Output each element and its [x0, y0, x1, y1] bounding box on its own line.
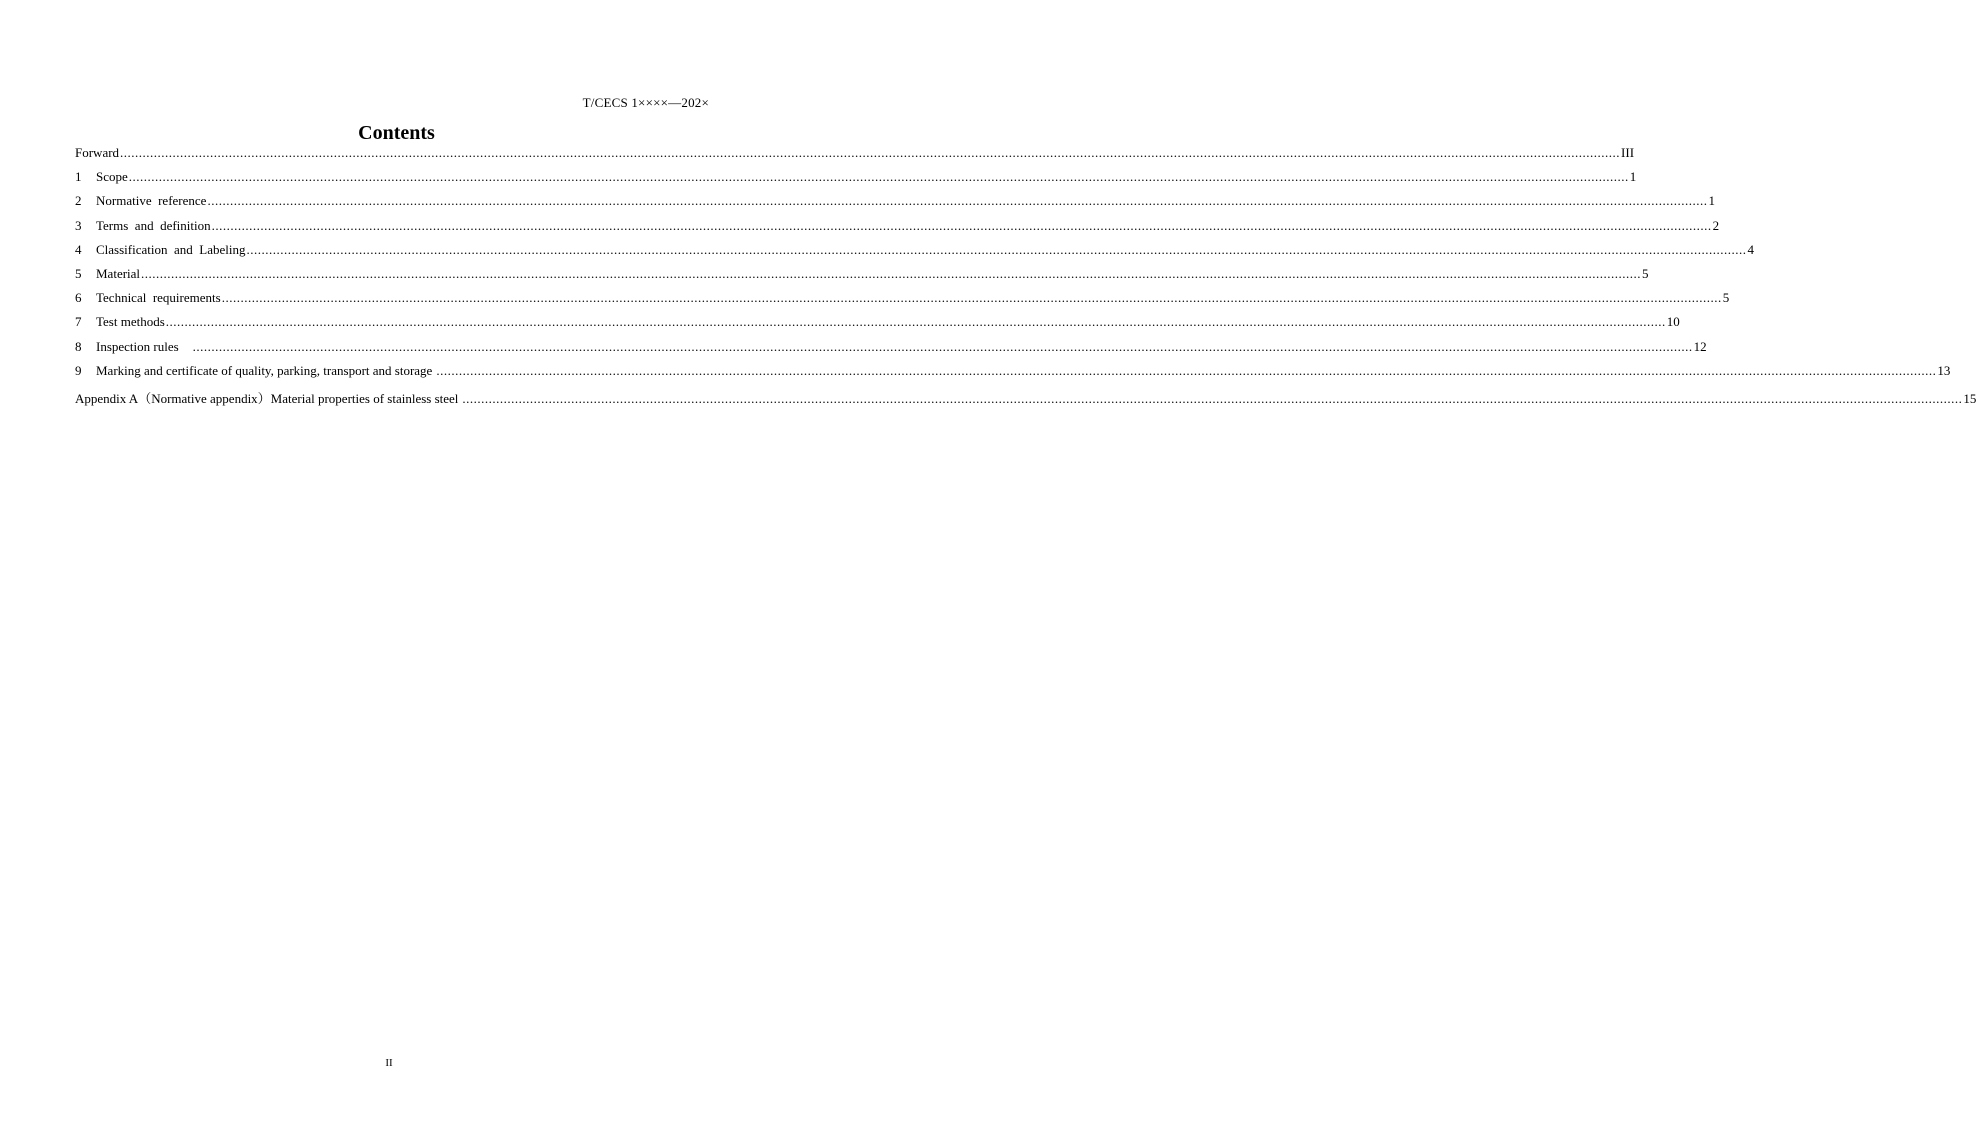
toc-entry-number: 1: [75, 169, 82, 185]
toc-entry-appendix-a[interactable]: [75, 388, 1976, 412]
toc-entry-page: III: [1621, 145, 1635, 160]
toc-entry-page: 15: [1963, 390, 1976, 406]
toc-entry-label: Technical requirements: [96, 290, 221, 306]
toc-entry-page: 1: [1708, 193, 1715, 209]
toc-entry-number: 2: [75, 193, 82, 209]
toc-entry-inspection-rules[interactable]: [75, 338, 1707, 363]
toc-dot-leader: ................................................................................................................................................................................................................................................................................................................................................................................................................: [207, 193, 1708, 209]
page-title: Contents: [358, 122, 435, 144]
toc-entry-terms-definition[interactable]: [75, 217, 1720, 242]
page-number: II: [385, 1057, 393, 1069]
toc-dot-leader: ................................................................................................................................................................................................................................................................................................................................................................................................................: [246, 241, 1747, 257]
toc-dot-leader: ................................................................................................................................................................................................................................................................................................................................................................................................................: [211, 217, 1712, 233]
toc-dot-leader: ................................................................................................................................................................................................................................................................................................................................................................................................................: [165, 314, 1666, 330]
toc-entry-number: 9: [75, 362, 82, 378]
toc-entry-material[interactable]: [75, 265, 1649, 290]
toc-entry-page: 12: [1693, 338, 1707, 354]
toc-entry-label: Material: [96, 265, 141, 281]
toc-entry-test-methods[interactable]: [75, 314, 1680, 338]
toc-entry-page: 5: [1642, 265, 1649, 281]
toc-entry-normative-reference[interactable]: [75, 193, 1715, 217]
toc-entry-number: 4: [75, 241, 82, 257]
table-of-contents: [75, 145, 1976, 412]
toc-entry-label: Forward: [75, 145, 120, 160]
toc-entry-label: Appendix A（Normative appendix）Material properties of stainless steel: [75, 390, 459, 406]
toc-entry-page: 5: [1722, 290, 1730, 306]
document-code: T/CECS 1××××—202×: [582, 95, 709, 110]
toc-entry-page: 13: [1937, 362, 1951, 378]
toc-entry-number: 6: [75, 290, 82, 306]
toc-entry-label: Inspection rules: [96, 338, 179, 354]
toc-dot-leader: ................................................................................................................................................................................................................................................................................................................................................................................................................: [120, 145, 1621, 160]
toc-dot-leader: ................................................................................................................................................................................................................................................................................................................................................................................................................: [128, 169, 1629, 185]
toc-entry-page: 2: [1712, 217, 1720, 233]
toc-entry-page: 4: [1747, 241, 1754, 257]
toc-entry-technical-requirements[interactable]: [75, 290, 1730, 314]
toc-entry-number: 3: [75, 217, 82, 233]
toc-entry-label: Test methods: [96, 314, 165, 330]
toc-entry-label: Marking and certificate of quality, parking, transport and storage: [96, 362, 433, 378]
toc-entry-forward[interactable]: [75, 145, 1635, 169]
toc-dot-leader: ................................................................................................................................................................................................................................................................................................................................................................................................................: [141, 265, 1642, 281]
toc-entry-number: 7: [75, 314, 82, 330]
toc-entry-page: 1: [1629, 169, 1637, 185]
toc-entry-label: Classification and Labeling: [96, 241, 246, 257]
toc-entry-label: Terms and definition: [96, 217, 211, 233]
toc-entry-scope[interactable]: [75, 169, 1637, 193]
toc-dot-leader: ................................................................................................................................................................................................................................................................................................................................................................................................................: [192, 338, 1693, 354]
toc-dot-leader: ................................................................................................................................................................................................................................................................................................................................................................................................................: [462, 390, 1963, 406]
toc-entry-number: 5: [75, 265, 82, 281]
toc-entry-marking-certificate[interactable]: [75, 362, 1951, 387]
toc-entry-label: Normative reference: [96, 193, 207, 209]
toc-dot-leader: ................................................................................................................................................................................................................................................................................................................................................................................................................: [221, 290, 1722, 306]
toc-entry-label: Scope: [96, 169, 128, 185]
toc-dot-leader: ................................................................................................................................................................................................................................................................................................................................................................................................................: [436, 362, 1937, 378]
toc-entry-page: 10: [1666, 314, 1680, 330]
toc-entry-classification-labeling[interactable]: [75, 241, 1754, 266]
toc-entry-number: 8: [75, 338, 82, 354]
